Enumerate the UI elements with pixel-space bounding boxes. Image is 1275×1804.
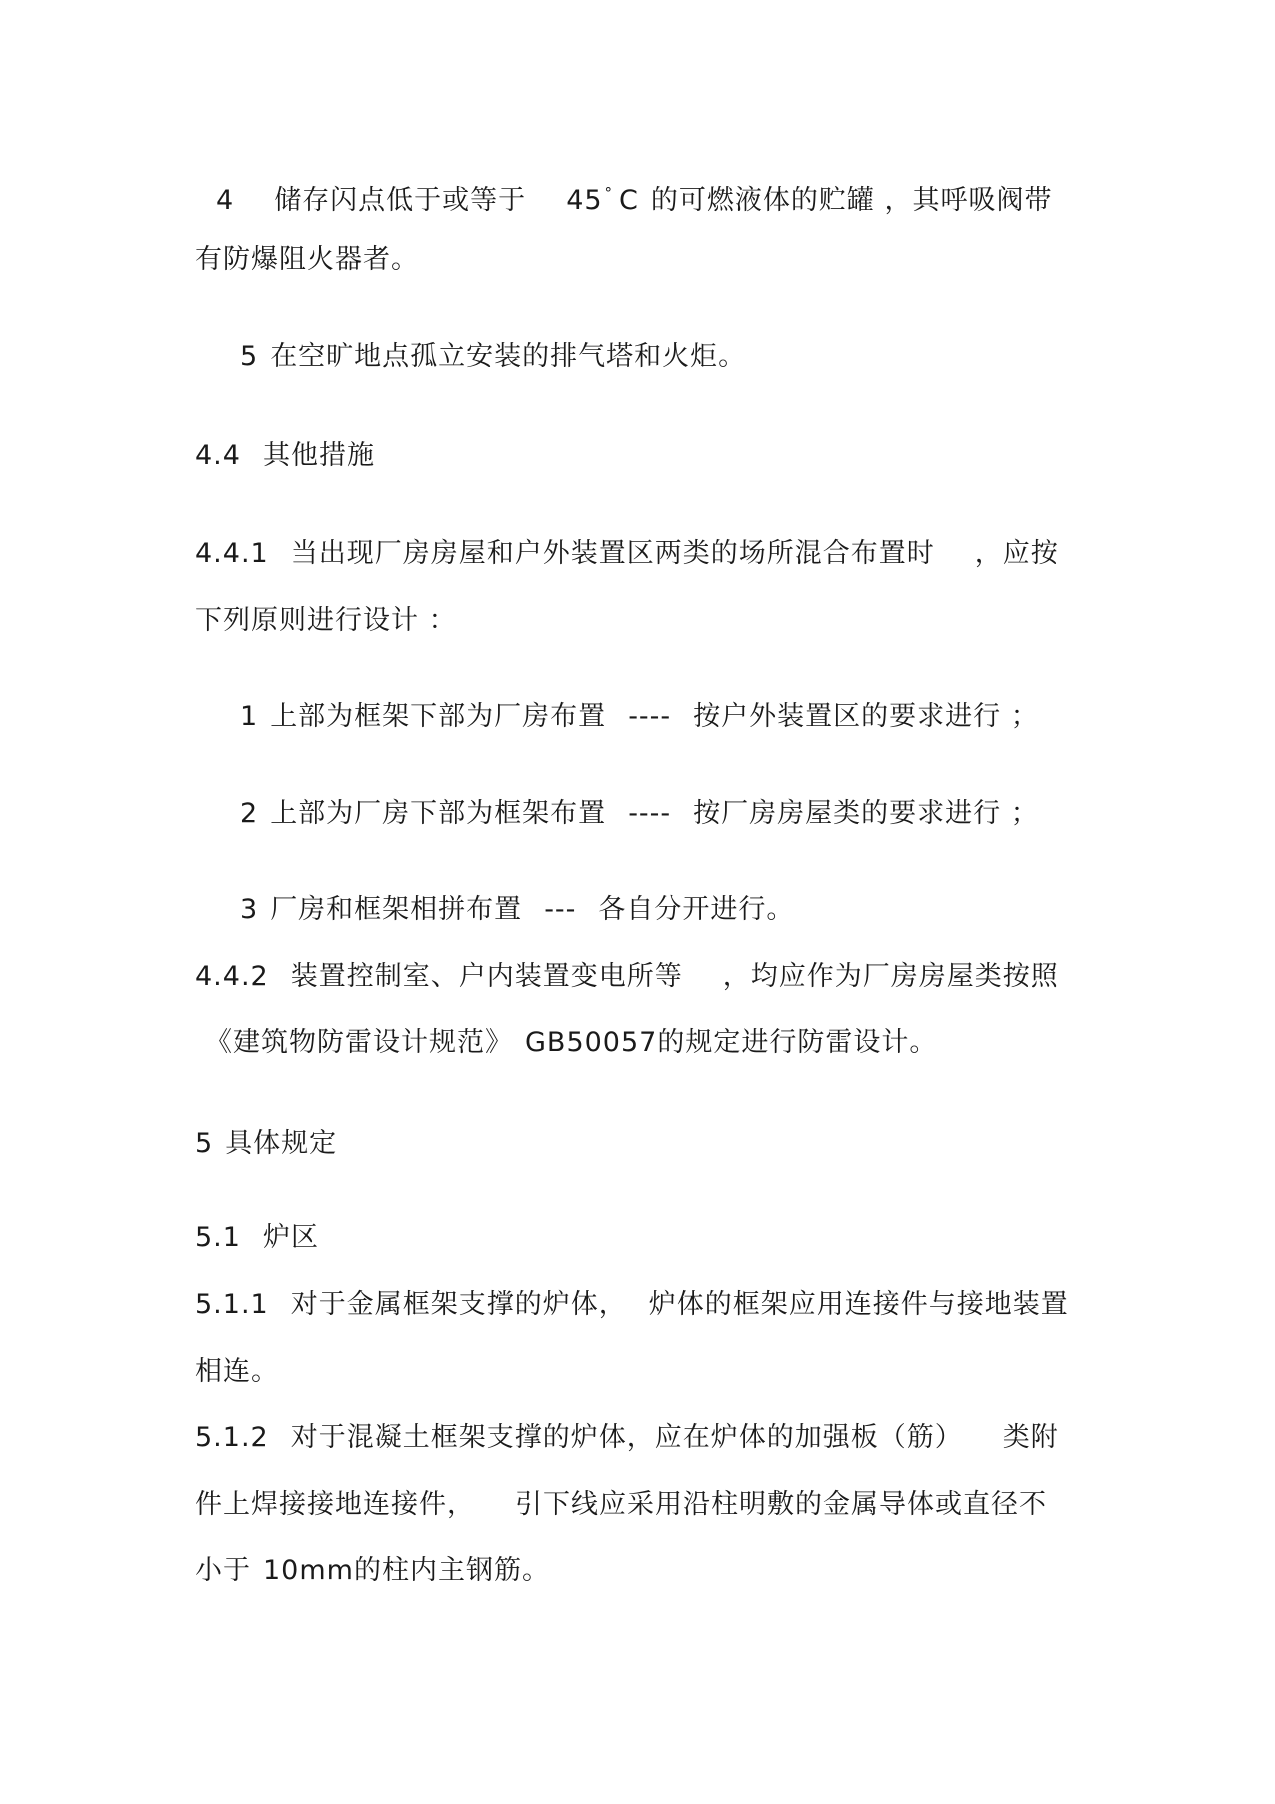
clause-5-1-2 (195, 1421, 1059, 1455)
degree-symbol: ° (604, 184, 614, 202)
clause-item-4 (216, 176, 1053, 218)
item-text: 储存闪点低于或等于 (274, 185, 527, 216)
clause-continuation (195, 1488, 1047, 1522)
clause-number: 5.1.1 (195, 1289, 269, 1320)
clause-text-continued: 类附 (1002, 1422, 1059, 1453)
item-text: 上部为厂房下部为框架布置 (270, 798, 607, 829)
section-number: 4.4 (195, 440, 241, 471)
clause-text-continued: 的柱内主钢筋。 (353, 1555, 550, 1586)
dash-separator: ---- (628, 701, 672, 732)
list-item-3 (240, 893, 794, 927)
clause-continuation (195, 604, 457, 638)
clause-text: 件上焊接接地连接件， (195, 1489, 475, 1520)
item-number: 2 (240, 798, 259, 829)
item-text: 上部为框架下部为厂房布置 (270, 701, 607, 732)
section-number: 5 (195, 1128, 214, 1159)
clause-text-continued: 的规定进行防雷设计。 (657, 1027, 938, 1058)
clause-continuation (195, 1554, 550, 1588)
clause-text-continued: 引下线应采用沿柱明敷的金属导体或直径不 (515, 1489, 1047, 1520)
clause-text: 装置控制室、户内装置变电所等 (290, 961, 683, 992)
dash-separator: ---- (628, 798, 672, 829)
item-text-continued: 按厂房房屋类的要求进行 ； (693, 798, 1039, 829)
item-text: 厂房和框架相拼布置 (270, 894, 523, 925)
item-text: 有防爆阻火器者。 (195, 244, 419, 275)
clause-continuation (195, 1355, 279, 1389)
clause-5-1-1 (195, 1288, 1069, 1322)
clause-text: 对于金属框架支撑的炉体， (290, 1289, 627, 1320)
item-number: 1 (240, 701, 259, 732)
item-number: 5 (240, 341, 259, 372)
temperature-value: 45 (566, 185, 603, 216)
dimension-value: 10mm (263, 1555, 354, 1586)
section-title: 炉区 (262, 1222, 319, 1253)
clause-text-continued: ，均应作为厂房房屋类按照 (722, 961, 1059, 992)
clause-item-5 (240, 340, 746, 374)
clause-text: 相连。 (195, 1356, 279, 1387)
list-item-2 (240, 797, 1039, 831)
clause-text: 对于混凝土框架支撑的炉体，应在炉体的加强板（筋） (290, 1422, 963, 1453)
item-text-continued: 各自分开进行。 (598, 894, 795, 925)
clause-4-4-2 (195, 960, 1059, 994)
section-heading-4-4 (195, 439, 375, 473)
item-text-continued: 按户外装置区的要求进行 ； (693, 701, 1039, 732)
item-number: 3 (240, 894, 259, 925)
clause-text: 小于 (195, 1555, 251, 1586)
clause-number: 4.4.1 (195, 538, 269, 569)
item-text: 在空旷地点孤立安装的排气塔和火炬。 (270, 341, 747, 372)
section-title: 具体规定 (225, 1128, 338, 1159)
standard-title: 《建筑物防雷设计规范》 (205, 1027, 513, 1058)
temperature-unit: C (619, 185, 639, 216)
standard-code: GB50057 (525, 1027, 658, 1058)
clause-number: 5.1.2 (195, 1422, 269, 1453)
section-heading-5 (195, 1127, 337, 1161)
clause-text: 下列原则进行设计 ： (195, 605, 457, 636)
clause-continuation (195, 243, 419, 277)
clause-text: 当出现厂房房屋和户外装置区两类的场所混合布置时 (290, 538, 935, 569)
section-heading-5-1 (195, 1221, 319, 1255)
section-title: 其他措施 (262, 440, 375, 471)
clause-continuation (205, 1026, 937, 1060)
clause-4-4-1 (195, 537, 1059, 571)
item-number: 4 (216, 185, 235, 216)
dash-separator: --- (544, 894, 577, 925)
item-text-continued: 的可燃液体的贮罐 ，其呼吸阀带 (650, 185, 1053, 216)
section-number: 5.1 (195, 1222, 241, 1253)
clause-text-continued: ，应按 (974, 538, 1059, 569)
clause-text-continued: 炉体的框架应用连接件与接地装置 (648, 1289, 1069, 1320)
clause-number: 4.4.2 (195, 961, 269, 992)
list-item-1 (240, 700, 1039, 734)
